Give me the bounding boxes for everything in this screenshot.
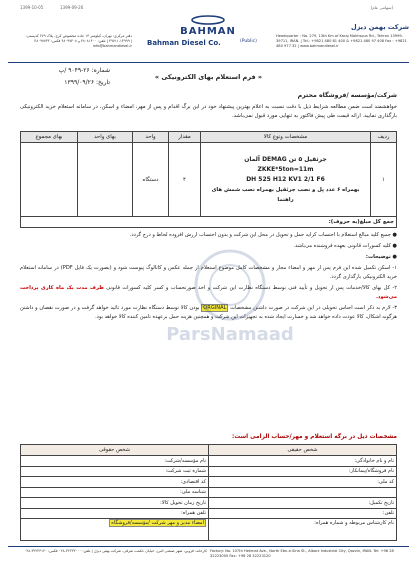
letterhead xyxy=(0,9,417,67)
row-spec xyxy=(201,143,371,217)
term-2-text: ۲- کل بهای کالا/خدمات پس از تحویل و تأیید فنی توسط دستگاه نظارت این شرکت و اخذ صورتحساب و کسر کلیه کسورات قانونی xyxy=(103,285,398,291)
row-unit-price-field[interactable] xyxy=(78,143,133,217)
signature-row xyxy=(21,519,397,541)
col-real-person: شخص حقیقی xyxy=(209,445,397,456)
term-2 xyxy=(20,284,397,302)
field-phone[interactable]: تلفن: xyxy=(209,508,397,519)
col-legal-person: شخص حقوقی xyxy=(21,445,209,456)
sum-label[interactable]: جمع کل مبلغ(به حروف): xyxy=(21,217,397,228)
col-total: بهای مجموع xyxy=(21,132,78,143)
vendor-info-table xyxy=(20,444,397,541)
spec-line-1: جرثقیل ۵ تن DEMAG آلمان xyxy=(244,155,327,163)
row-total-field[interactable] xyxy=(21,143,78,217)
note-2: ● کلیه کسورات قانونی بعهده فروشنده می‌باشد. xyxy=(293,243,397,249)
term-3-text-b: بودن کالا توسط دستگاه نظارت مورد تائید خواهد گرفت و در صورت نقصان و داشتن هرگونه اشکال، کالا عودت داده خواهد شد و خسارت ایجاد شده به تجهیزات این شرکت و همچنین هزینه حمل برعهده تامین کننده کالا خواهد بود. xyxy=(20,305,397,320)
info-row xyxy=(21,498,397,509)
info-row xyxy=(21,466,397,477)
field-registration-no[interactable]: شماره ثبت شرکت: xyxy=(21,466,209,477)
spec-line-2: ZKKE*5ton=11m xyxy=(257,165,314,173)
col-spec: مشخصات ونوع کالا xyxy=(201,132,371,143)
intro-paragraph: خواهشمند است ضمن مطالعه شرایط ذیل با دقت نسبت به اعلام بهترین پیشنهاد خود در این برگ اقدام و پس از مهر، امضاء و اسکن، در سامانه استعلام خرید الکترونیکی بارگذاری نمایید. ارائه قیمت طی پیش فاکتور به تنهایی مورد قبول نمی‌باشد. xyxy=(20,104,397,119)
header-divider xyxy=(8,62,409,63)
col-index: ردیف xyxy=(371,132,397,143)
original-highlight: ORGINAL xyxy=(203,305,227,311)
field-national-id[interactable]: شناسه ملی: xyxy=(21,487,209,498)
footer-divider xyxy=(8,546,409,547)
row-index: ۱ xyxy=(371,143,397,217)
signature-label: امضاء مدیر و مهر شرکت /مؤسسه/فروشگاه xyxy=(111,520,204,526)
brand-wordmark: BAHMAN xyxy=(180,26,236,37)
info-row xyxy=(21,487,397,498)
field-delivery-time[interactable]: تاریخ زمان تحویل کالا: xyxy=(21,498,209,509)
footer xyxy=(0,546,417,576)
field-store-name[interactable]: نام فروشگاه/پیمانکار: xyxy=(209,466,397,477)
spec-line-4: بهمراه ۶ عدد پل و نصب جرثقیل بهمراه نصب شمش های راهنما xyxy=(211,186,360,203)
watermark-text: ParsNamaad xyxy=(166,324,294,345)
term-1: ۱- اسکن تکمیل شده این فرم پس از مهر و امضاء مجاز و مشخصات کامل موضوع استعلام از جمله عکس و کاتالوگ پیوست شود و (بصورت یک فایل PDF) در سامانه استعلام خرید الکترونیکی بارگذاری گردد. xyxy=(20,265,397,280)
form-title: « فرم استعلام بهای الکترونیکی » xyxy=(154,73,263,81)
notes-section xyxy=(20,231,397,324)
info-subheading: مشخصات ذیل در برگه استعلام و مهر/حساب الزامی است: xyxy=(232,434,397,440)
field-economic-code[interactable]: کد اقتصادی: xyxy=(21,477,209,488)
spec-line-3: DH 525 H12 KV1 2/1 F6 xyxy=(246,175,325,183)
items-table xyxy=(20,131,397,228)
col-qty: مقدار xyxy=(169,132,201,143)
info-header-row xyxy=(21,445,397,456)
term-2-emphasis: ظرف مدت یک ماه کاری پرداخت می‌شود. xyxy=(20,285,397,300)
top-ref-right: (سهامی عام) xyxy=(370,5,393,10)
field-empty[interactable] xyxy=(209,487,397,498)
footer-address-fa: کارخانه: قزوین، شهر صنعتی البرز، خیابان حکمت شرقی، شرکت بهمن دیزل | تلفن: ۳۲۲۲۳۰۰۰-۰۲۸ فکس: ۳۲۲۲۳۱۲۰-۰۲۸ xyxy=(24,549,207,553)
info-row xyxy=(21,456,397,467)
field-full-name[interactable]: نام و نام خانوادگی: xyxy=(209,456,397,467)
col-unit: واحد xyxy=(133,132,169,143)
letter-date: تاریخ: ۱۳۹۹/۰۹/۲۶ xyxy=(64,79,110,86)
info-row xyxy=(21,477,397,488)
field-national-code[interactable]: کد ملی: xyxy=(209,477,397,488)
top-ref-1: 1399-10-05 xyxy=(20,5,44,10)
company-name-en: Bahman Diesel Co. xyxy=(147,39,221,47)
field-mobile[interactable]: تلفن همراه: xyxy=(21,508,209,519)
items-header-row xyxy=(21,132,397,143)
info-row xyxy=(21,508,397,519)
field-company-name[interactable]: نام مؤسسه/شرکت: xyxy=(21,456,209,467)
col-unit-price: بهای واحد xyxy=(78,132,133,143)
term-3 xyxy=(20,304,397,322)
field-signature-stamp[interactable] xyxy=(21,519,209,541)
address-en: Headquarter : No. 279, 13th Km of Karaj Makhsous Rd., Tehran 13999-39711, IRAN. | Tel.: +9821 480 81 400 & +9821 480 97 408 Fax : +9821 480 977 32 | www.bahmandiesel.ir xyxy=(276,34,407,48)
field-completion-date[interactable]: تاریخ تکمیل: xyxy=(209,498,397,509)
term-3-text-a: ۳- لازم به ذکر است اجناس تحویلی در این شرکت در صورت داشتن مشخصات xyxy=(228,305,398,311)
row-qty: ۴ xyxy=(169,143,201,217)
table-row xyxy=(21,143,397,217)
letter-number: شماره: ۲۶-۹۰۴۹ /پ xyxy=(58,67,110,74)
note-1: ● جمیع کلیه مبالغ استعلام با احتساب کرایه حمل و تحویل در محل این شرکت و بدون احتساب ارزش افزوده لحاظ و درج گردد. xyxy=(129,232,397,238)
field-expert-name[interactable]: نام کارشناس مربوطه و شماره همراه: xyxy=(209,519,397,541)
top-ref-2: 1399-09-26 xyxy=(60,5,84,10)
footer-address-en: Factory: No. 107th Hekmat Ave., North Ebn-e-Sina St., Alborz Industrial City, Qazvin, IRAN. Tel: +98 28 32223000 Fax: +98 28 32223120 xyxy=(210,549,394,558)
sum-row xyxy=(21,217,397,228)
note-3: ● توضیحات: xyxy=(365,254,397,260)
address-fa: دفتر مرکزی: تهران، کیلومتر ۱۳ جاده مخصوص کرج، پلاک ۲۷۹ کدپستی: ۱۳۹۹۹-۳۹۷۱۱ | تلفن: ۴۸۰۸۱۴۰۰ و ۴۸۰۹۷۴۰۸ فکس: ۴۸۰۹۷۷۳۲ | info@bahmandiesel.ir xyxy=(25,34,132,48)
public-tag: (Public) xyxy=(240,39,257,44)
addressee: شرکت/مؤسسه /فروشگاه محترم xyxy=(297,92,397,99)
row-unit: دستگاه xyxy=(133,143,169,217)
company-name-fa: شرکت بهمن دیزل xyxy=(350,23,409,31)
